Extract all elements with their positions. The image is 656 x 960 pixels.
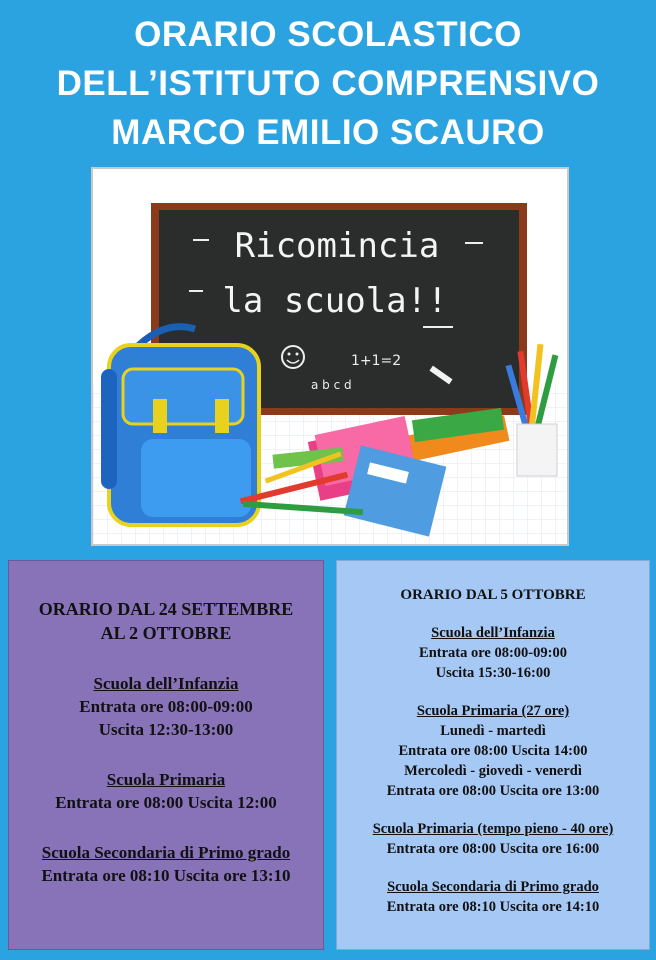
schedule-panel-sept xyxy=(8,560,324,950)
left-secondaria-title: Scuola Secondaria di Primo grado xyxy=(41,843,291,862)
right-heading: ORARIO DAL 5 OTTOBRE xyxy=(400,587,586,603)
left-primaria-section xyxy=(9,768,323,814)
title-line-3: MARCO EMILIO SCAURO xyxy=(111,113,545,152)
board-letters: a b c d xyxy=(311,378,352,392)
right-primaria27-hours1: Entrata ore 08:00 Uscita 14:00 xyxy=(398,743,588,759)
left-heading-line-2: AL 2 OTTOBRE xyxy=(100,623,232,643)
right-primaria27-days2: Mercoledì - giovedì - venerdì xyxy=(404,763,582,779)
right-infanzia-section xyxy=(337,623,649,683)
right-secondaria-section xyxy=(337,877,649,917)
schedule-panel-oct xyxy=(336,560,650,950)
illustration-svg xyxy=(93,169,567,544)
right-primaria27-days1: Lunedì - martedì xyxy=(440,723,546,739)
title-line-2: DELL’ISTITUTO COMPRENSIVO xyxy=(56,64,600,103)
board-text-1: Ricomincia xyxy=(234,226,440,266)
right-primaria27-title: Scuola Primaria (27 ore) xyxy=(416,703,570,719)
right-infanzia-title: Scuola dell’Infanzia xyxy=(431,625,555,641)
right-infanzia-entry: Entrata ore 08:00-09:00 xyxy=(419,645,567,661)
left-infanzia-section xyxy=(9,672,323,741)
left-secondaria-hours: Entrata ore 08:10 Uscita ore 13:10 xyxy=(41,866,291,885)
left-secondaria-section xyxy=(9,841,323,887)
backpack-icon xyxy=(101,327,259,525)
left-infanzia-entry: Entrata ore 08:00-09:00 xyxy=(79,697,253,716)
left-infanzia-exit: Uscita 12:30-13:00 xyxy=(98,720,234,739)
right-primaria27-hours2: Entrata ore 08:00 Uscita ore 13:00 xyxy=(386,783,600,799)
back-to-school-illustration xyxy=(91,167,569,546)
poster-title xyxy=(0,10,656,157)
right-primaria40-hours: Entrata ore 08:00 Uscita ore 16:00 xyxy=(386,841,600,857)
left-infanzia-title: Scuola dell’Infanzia xyxy=(93,674,239,693)
right-primaria40-title: Scuola Primaria (tempo pieno - 40 ore) xyxy=(372,821,614,837)
title-line-1: ORARIO SCOLASTICO xyxy=(134,15,522,54)
right-infanzia-exit: Uscita 15:30-16:00 xyxy=(435,665,551,681)
board-math: 1+1=2 xyxy=(351,353,402,369)
right-secondaria-hours: Entrata ore 08:10 Uscita ore 14:10 xyxy=(386,899,600,915)
left-heading-line-1: ORARIO DAL 24 SETTEMBRE xyxy=(38,599,294,619)
right-secondaria-title: Scuola Secondaria di Primo grado xyxy=(387,879,599,895)
board-text-2: la scuola!! xyxy=(222,281,448,321)
left-primaria-title: Scuola Primaria xyxy=(106,770,226,789)
left-primaria-hours: Entrata ore 08:00 Uscita 12:00 xyxy=(55,793,277,812)
right-primaria27-section xyxy=(337,701,649,801)
right-primaria40-section xyxy=(337,819,649,859)
